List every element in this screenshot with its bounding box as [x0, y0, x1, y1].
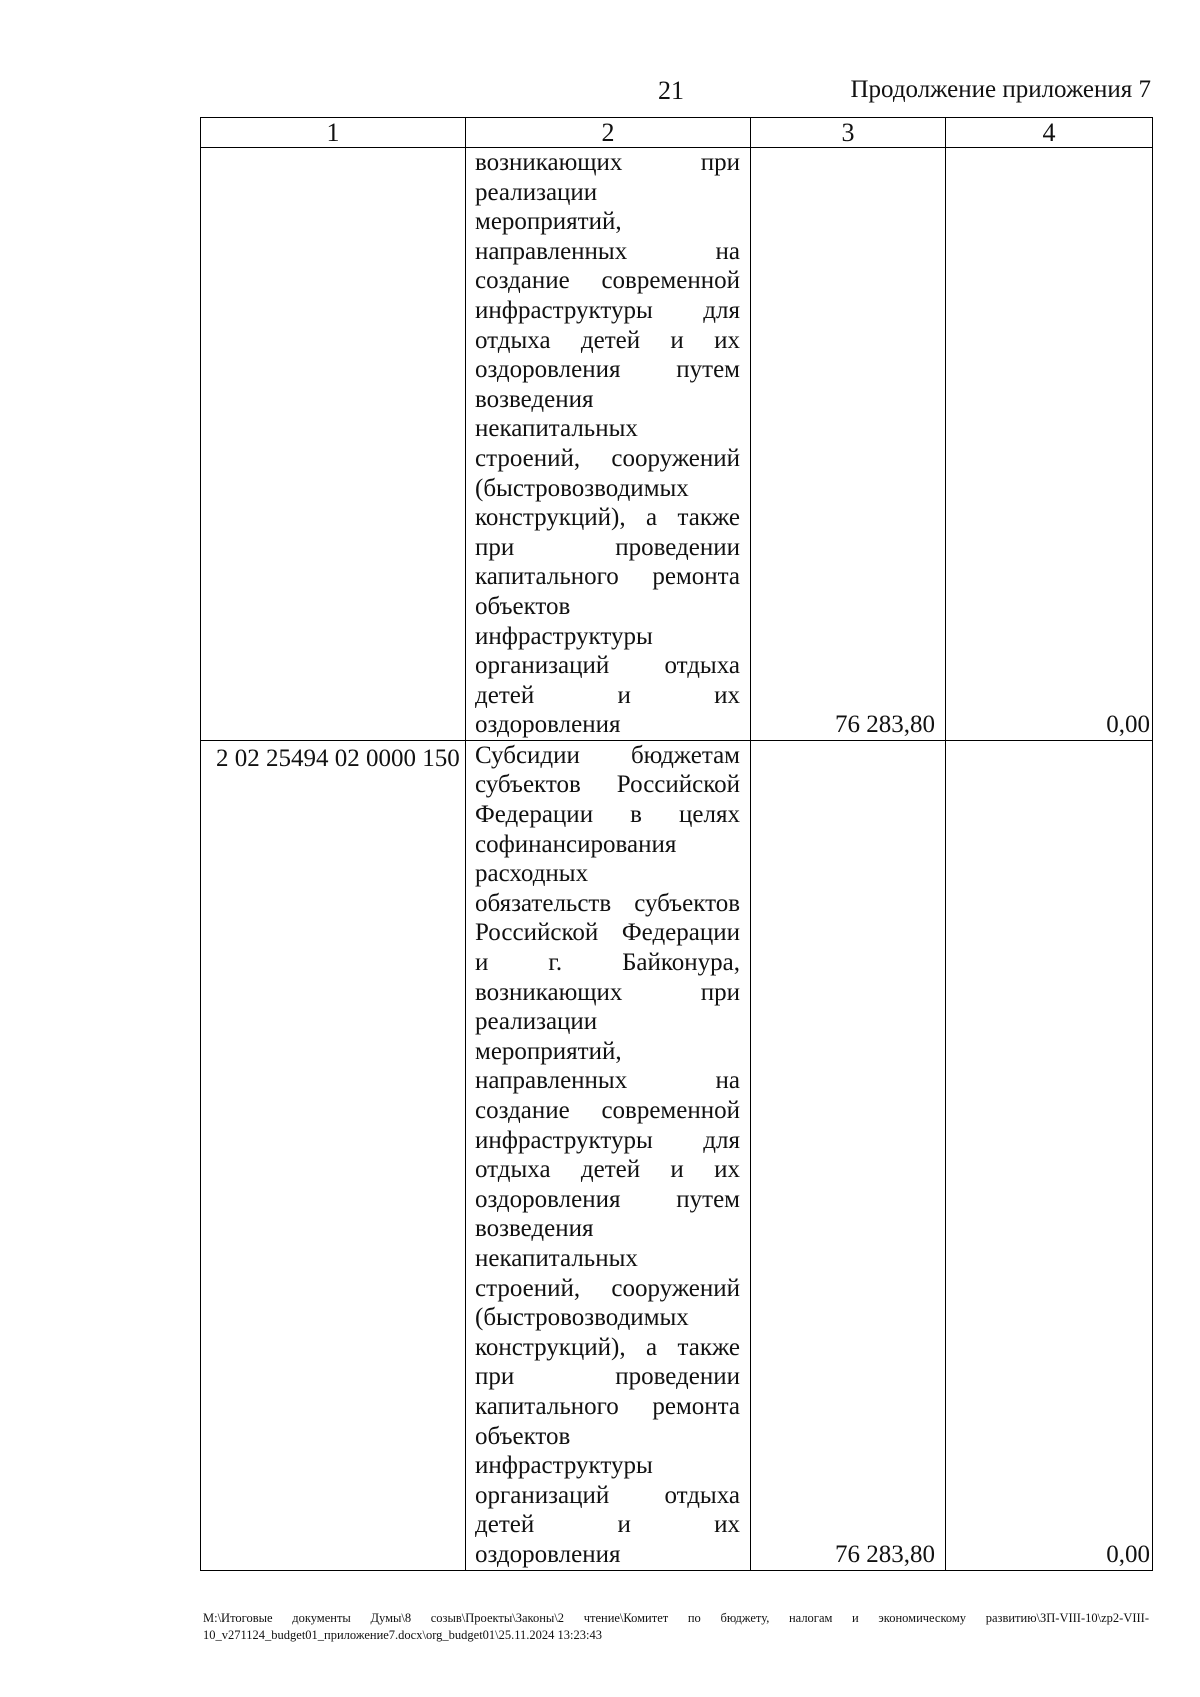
- column-header-3: 3: [751, 118, 946, 148]
- description-line: (быстровозводимых: [475, 474, 689, 502]
- description-line: оздоровления путем: [475, 1185, 740, 1213]
- description-line: реализации: [475, 1008, 598, 1036]
- description-line: капитального ремонта: [475, 563, 740, 591]
- column-header-2: 2: [466, 118, 751, 148]
- description-line: при проведении: [475, 1363, 740, 1391]
- description-line: организаций отдыха: [475, 652, 740, 680]
- budget-table: [200, 117, 1153, 1571]
- row-code: 2 02 25494 02 0000 150: [201, 740, 466, 1570]
- row-description: [466, 148, 751, 741]
- description-line: обязательств субъектов: [475, 889, 740, 917]
- description-line: возникающих при: [475, 149, 740, 176]
- description-line: направленных на: [475, 1067, 740, 1095]
- description-line: отдыха детей и их: [475, 326, 740, 354]
- description-line: инфраструктуры для: [475, 296, 740, 324]
- description-line: реализации: [475, 178, 598, 206]
- description-line: возникающих при: [475, 978, 740, 1006]
- description-line: при проведении: [475, 533, 740, 561]
- description-line: (быстровозводимых: [475, 1304, 689, 1332]
- description-line: конструкций), а также: [475, 1333, 740, 1361]
- table-row: [201, 740, 1153, 1570]
- description-line: и г. Байконура,: [475, 949, 740, 977]
- page-number: 21: [658, 76, 684, 105]
- footer-file-path: M:\Итоговые документы Думы\8 созыв\Проекты\Законы\2 чтение\Комитет по бюджету, налогам и экономическому развитию\ЗП-VIII-10\zp2-VIII-10_v271124_budget01_приложение7.docx\org_budget01\25.11.2024 13:23:43: [203, 1611, 1149, 1642]
- description-line: некапитальных: [475, 1244, 638, 1272]
- description-line: некапитальных: [475, 415, 638, 443]
- description-line: оздоровления: [475, 711, 621, 739]
- description-line: Субсидии бюджетам: [475, 741, 740, 769]
- table-row: [201, 148, 1153, 741]
- table-header-row: [201, 118, 1153, 148]
- description-line: субъектов Российской: [475, 771, 740, 799]
- row-description: [466, 740, 751, 1570]
- description-line: мероприятий,: [475, 1037, 622, 1065]
- description-line: отдыха детей и их: [475, 1156, 740, 1184]
- description-line: строений, сооружений: [475, 444, 740, 472]
- description-line: мероприятий,: [475, 208, 622, 236]
- description-line: строений, сооружений: [475, 1274, 740, 1302]
- description-line: оздоровления: [475, 1540, 621, 1568]
- row-amount-col4: 0,00: [946, 740, 1153, 1570]
- description-line: объектов: [475, 592, 571, 620]
- description-line: расходных: [475, 860, 589, 888]
- description-line: детей и их: [475, 681, 740, 709]
- description-line: создание современной: [475, 267, 740, 295]
- description-line: инфраструктуры: [475, 1452, 653, 1480]
- column-header-1: 1: [201, 118, 466, 148]
- row-amount-col4: 0,00: [946, 148, 1153, 741]
- description-line: создание современной: [475, 1097, 740, 1124]
- description-line: инфраструктуры для: [475, 1126, 740, 1154]
- row-code: [201, 148, 466, 741]
- description-line: возведения: [475, 1215, 594, 1243]
- description-line: организаций отдыха: [475, 1481, 740, 1509]
- description-line: Российской Федерации: [475, 919, 740, 947]
- description-line: возведения: [475, 385, 594, 413]
- description-line: детей и их: [475, 1511, 740, 1539]
- row-amount-col3: 76 283,80: [751, 740, 946, 1570]
- description-line: Федерации в целях: [475, 801, 740, 829]
- description-line: инфраструктуры: [475, 622, 653, 650]
- description-line: объектов: [475, 1422, 571, 1450]
- description-line: софинансирования: [475, 830, 677, 858]
- description-line: конструкций), а также: [475, 504, 740, 532]
- description-line: направленных на: [475, 237, 740, 265]
- description-line: капитального ремонта: [475, 1392, 740, 1420]
- column-header-4: 4: [946, 118, 1153, 148]
- continuation-label: Продолжение приложения 7: [850, 76, 1151, 103]
- row-amount-col3: 76 283,80: [751, 148, 946, 741]
- description-line: оздоровления путем: [475, 356, 740, 384]
